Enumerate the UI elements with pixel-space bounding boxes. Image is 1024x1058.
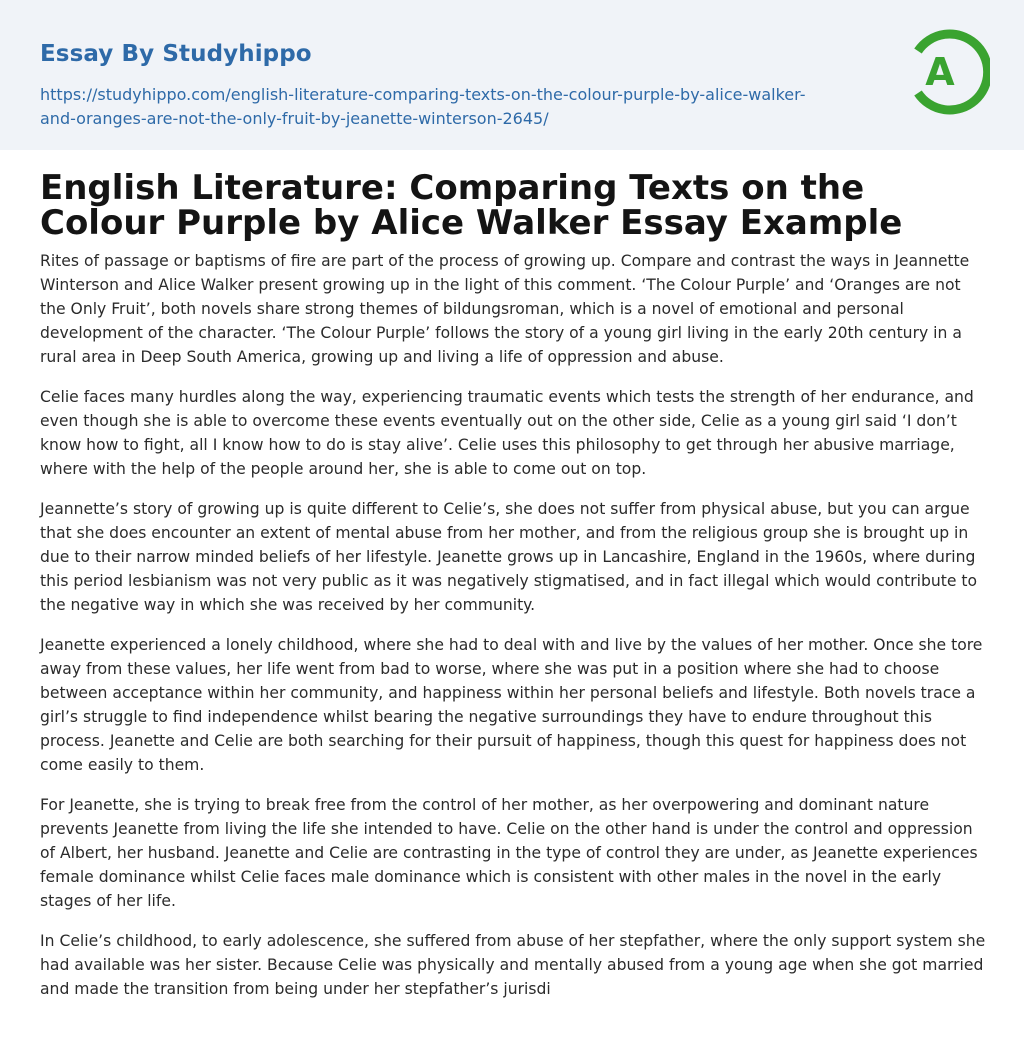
- site-brand-title[interactable]: Essay By Studyhippo: [40, 41, 312, 67]
- article-paragraph: Rites of passage or baptisms of fire are part of the process of growing up. Compare and contrast the ways in Jeannette Winterson and Alice Walker present growing up in the light of this comment. ‘The Colour Purple’ and ‘Oranges are not the Only Fruit’, both novels share strong themes of bildungsroman, which is a novel of emotional and personal development of the character. ‘The Colour Purple’ follows the story of a young girl living in the early 20th century in a rural area in Deep South America, growing up and living a life of oppression and abuse.: [40, 252, 970, 366]
- site-header: [0, 0, 1024, 150]
- article-title: English Literature: Comparing Texts on the Colour Purple by Alice Walker Essay Example: [40, 168, 903, 243]
- logo-letter: A: [925, 50, 955, 94]
- article-paragraph: For Jeanette, she is trying to break free from the control of her mother, as her overpowering and dominant nature prevents Jeanette from living the life she intended to have. Celie on the other hand is under the control and oppression of Albert, her husband. Jeanette and Celie are contrasting in the type of control they are under, as Jeanette experiences female dominance whilst Celie faces male dominance which is consistent with other males in the novel in the early stages of her life.: [40, 796, 978, 910]
- article-paragraph: In Celie’s childhood, to early adolescence, she suffered from abuse of her stepfather, where the only support system she had available was her sister. Because Celie was physically and mentally abused from a young age when she got married and made the transition from being under her stepfather’s jurisdi: [40, 932, 986, 998]
- studyhippo-logo-icon[interactable]: [906, 28, 990, 116]
- article-paragraph: Jeannette’s story of growing up is quite different to Celie’s, she does not suffer from physical abuse, but you can argue that she does encounter an extent of mental abuse from her mother, and from the religious group she is brought up in due to their narrow minded beliefs of her lifestyle. Jeanette grows up in Lancashire, England in the 1960s, where during this period lesbianism was not very public as it was negatively stigmatised, and in fact illegal which would contribute to the negative way in which she was received by her community.: [40, 500, 978, 614]
- article-body: [40, 249, 990, 1017]
- article-paragraph: Jeanette experienced a lonely childhood, where she had to deal with and live by the values of her mother. Once she tore away from these values, her life went from bad to worse, where she was put in a position where she had to choose between acceptance within her community, and happiness within her personal beliefs and lifestyle. Both novels trace a girl’s struggle to find independence whilst bearing the negative surroundings they have to endure throughout this process. Jeanette and Celie are both searching for their pursuit of happiness, though this quest for happiness does not come easily to them.: [40, 636, 983, 774]
- source-url-link[interactable]: https://studyhippo.com/english-literature-comparing-texts-on-the-colour-purple-by-alice-walker-and-oranges-are-not-the-only-fruit-by-jeanette-winterson-2645/: [40, 85, 806, 128]
- article-paragraph: Celie faces many hurdles along the way, experiencing traumatic events which tests the strength of her endurance, and even though she is able to overcome these events eventually out on the other side, Celie as a young girl said ‘I don’t know how to fight, all I know how to do is stay alive’. Celie uses this philosophy to get through her abusive marriage, where with the help of the people around her, she is able to come out on top.: [40, 388, 974, 478]
